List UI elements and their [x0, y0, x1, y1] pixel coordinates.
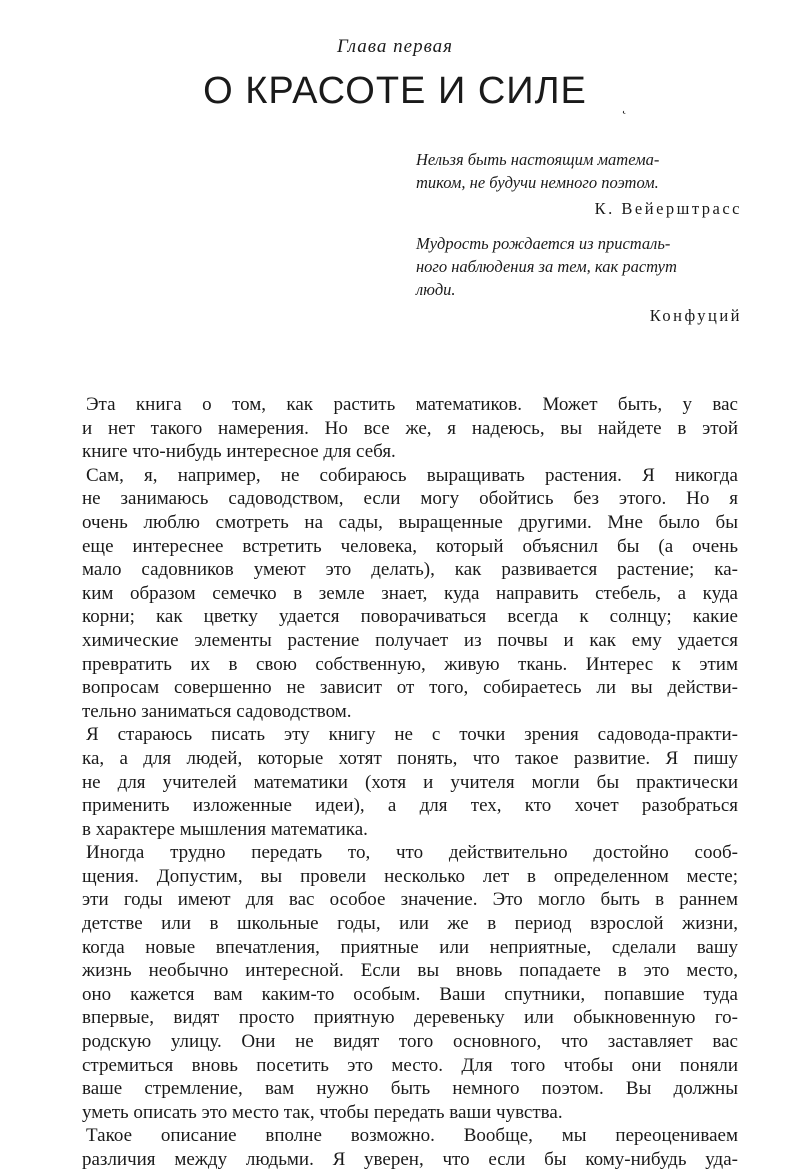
text-line: еще интереснее встретить человека, который объяснил бы (а очень [82, 535, 738, 557]
text-line: и нет такого намерения. Но все же, я надеюсь, вы найдете в этой [82, 417, 738, 439]
text-line: химические элементы растение получает из почвы и как ему удается [82, 629, 738, 651]
text-line: эти годы имеют для вас особое значение. Это могло быть в раннем [82, 889, 738, 911]
text-line: Эта книга о том, как растить математиков. Может быть, у вас [86, 394, 738, 415]
text-line: Сам, я, например, не собираюсь выращивать растения. Я никогда [86, 464, 738, 486]
text-line: вопросам совершенно не зависит от того, собираетесь ли вы действи- [82, 677, 738, 699]
epigraph-quote-line: люди. [416, 280, 456, 299]
chapter-title: О КРАСОТЕ И СИЛЕ [203, 70, 587, 112]
text-line: ким образом семечко в земле знает, куда направить стебель, а куда [82, 582, 738, 604]
text-line: жизнь необычно интересной. Если вы вновь попадаете в это место, [82, 960, 738, 982]
epigraph-quote-line: Нельзя быть настоящим матема- [416, 150, 660, 169]
epigraph-quote-line: Мудрость рождается из присталь- [416, 234, 671, 253]
epigraph-quote [416, 232, 742, 301]
text-line: в характере мышления математика. [82, 818, 368, 840]
text-line: не для учителей математики (хотя и учителя могли бы практически [82, 771, 738, 793]
text-line: Я стараюсь писать эту книгу не с точки зрения садовода-практи- [86, 724, 738, 746]
text-line: ваше стремление, вам нужно быть немного поэтом. Вы должны [82, 1078, 738, 1100]
text-line: не занимаюсь садоводством, если могу обойтись без этого. Но я [82, 488, 738, 510]
text-line: оно кажется вам каким-то особым. Ваши спутники, попавшие туда [82, 983, 738, 1005]
epigraph-author: Конфуций [649, 306, 742, 325]
stray-ink-mark: ˛ [622, 100, 627, 115]
text-line: тельно заниматься садоводством. [82, 700, 352, 722]
text-line: уметь описать это место так, чтобы передать ваши чувства. [82, 1101, 563, 1123]
text-line: превратить их в свою собственную, живую ткань. Интерес к этим [82, 653, 738, 675]
text-line: ка, а для людей, которые хотят понять, что такое развитие. Я пишу [82, 747, 738, 769]
text-line: корни; как цветку удается поворачиваться всегда к солнцу; какие [82, 606, 738, 628]
text-line: различия между людьми. Я уверен, что если бы кому-нибудь уда- [82, 1149, 738, 1170]
text-line: детстве или в школьные годы, или же в период взрослой жизни, [82, 913, 738, 935]
epigraph-quote [416, 148, 742, 194]
text-line: Такое описание вполне возможно. Вообще, мы переоцениваем [86, 1125, 738, 1147]
epigraph-weierstrass [416, 148, 742, 221]
body-text [82, 393, 738, 1172]
text-line: мало садовников умеют это делать), как развивается растение; ка- [82, 559, 738, 581]
epigraph-author: К. Вейерштрасс [594, 199, 742, 218]
text-line: очень люблю смотреть на сады, выращенные другими. Мне было бы [82, 511, 738, 533]
epigraph-quote-line: ного наблюдения за тем, как растут [416, 257, 677, 276]
epigraph-confucius [416, 232, 742, 328]
epigraph-quote-line: тиком, не будучи немного поэтом. [416, 173, 659, 192]
text-line: применить изложенные идеи), а для тех, кто хочет разобраться [82, 795, 738, 817]
text-line: когда новые впечатления, приятные или неприятные, сделали вашу [82, 936, 738, 958]
chapter-label: Глава первая [336, 36, 454, 57]
text-line: родскую улицу. Они не видят того основного, что заставляет вас [82, 1031, 738, 1053]
text-line: впервые, видят просто приятную деревеньку или обыкновенную го- [82, 1007, 738, 1029]
text-line: Иногда трудно передать то, что действительно достойно сооб- [86, 842, 738, 864]
text-line: стремиться вновь посетить это место. Для того чтобы они поняли [82, 1054, 738, 1076]
text-line: книге что-нибудь интересное для себя. [82, 441, 396, 463]
text-line: щения. Допустим, вы провели несколько лет в определенном месте; [82, 865, 738, 887]
